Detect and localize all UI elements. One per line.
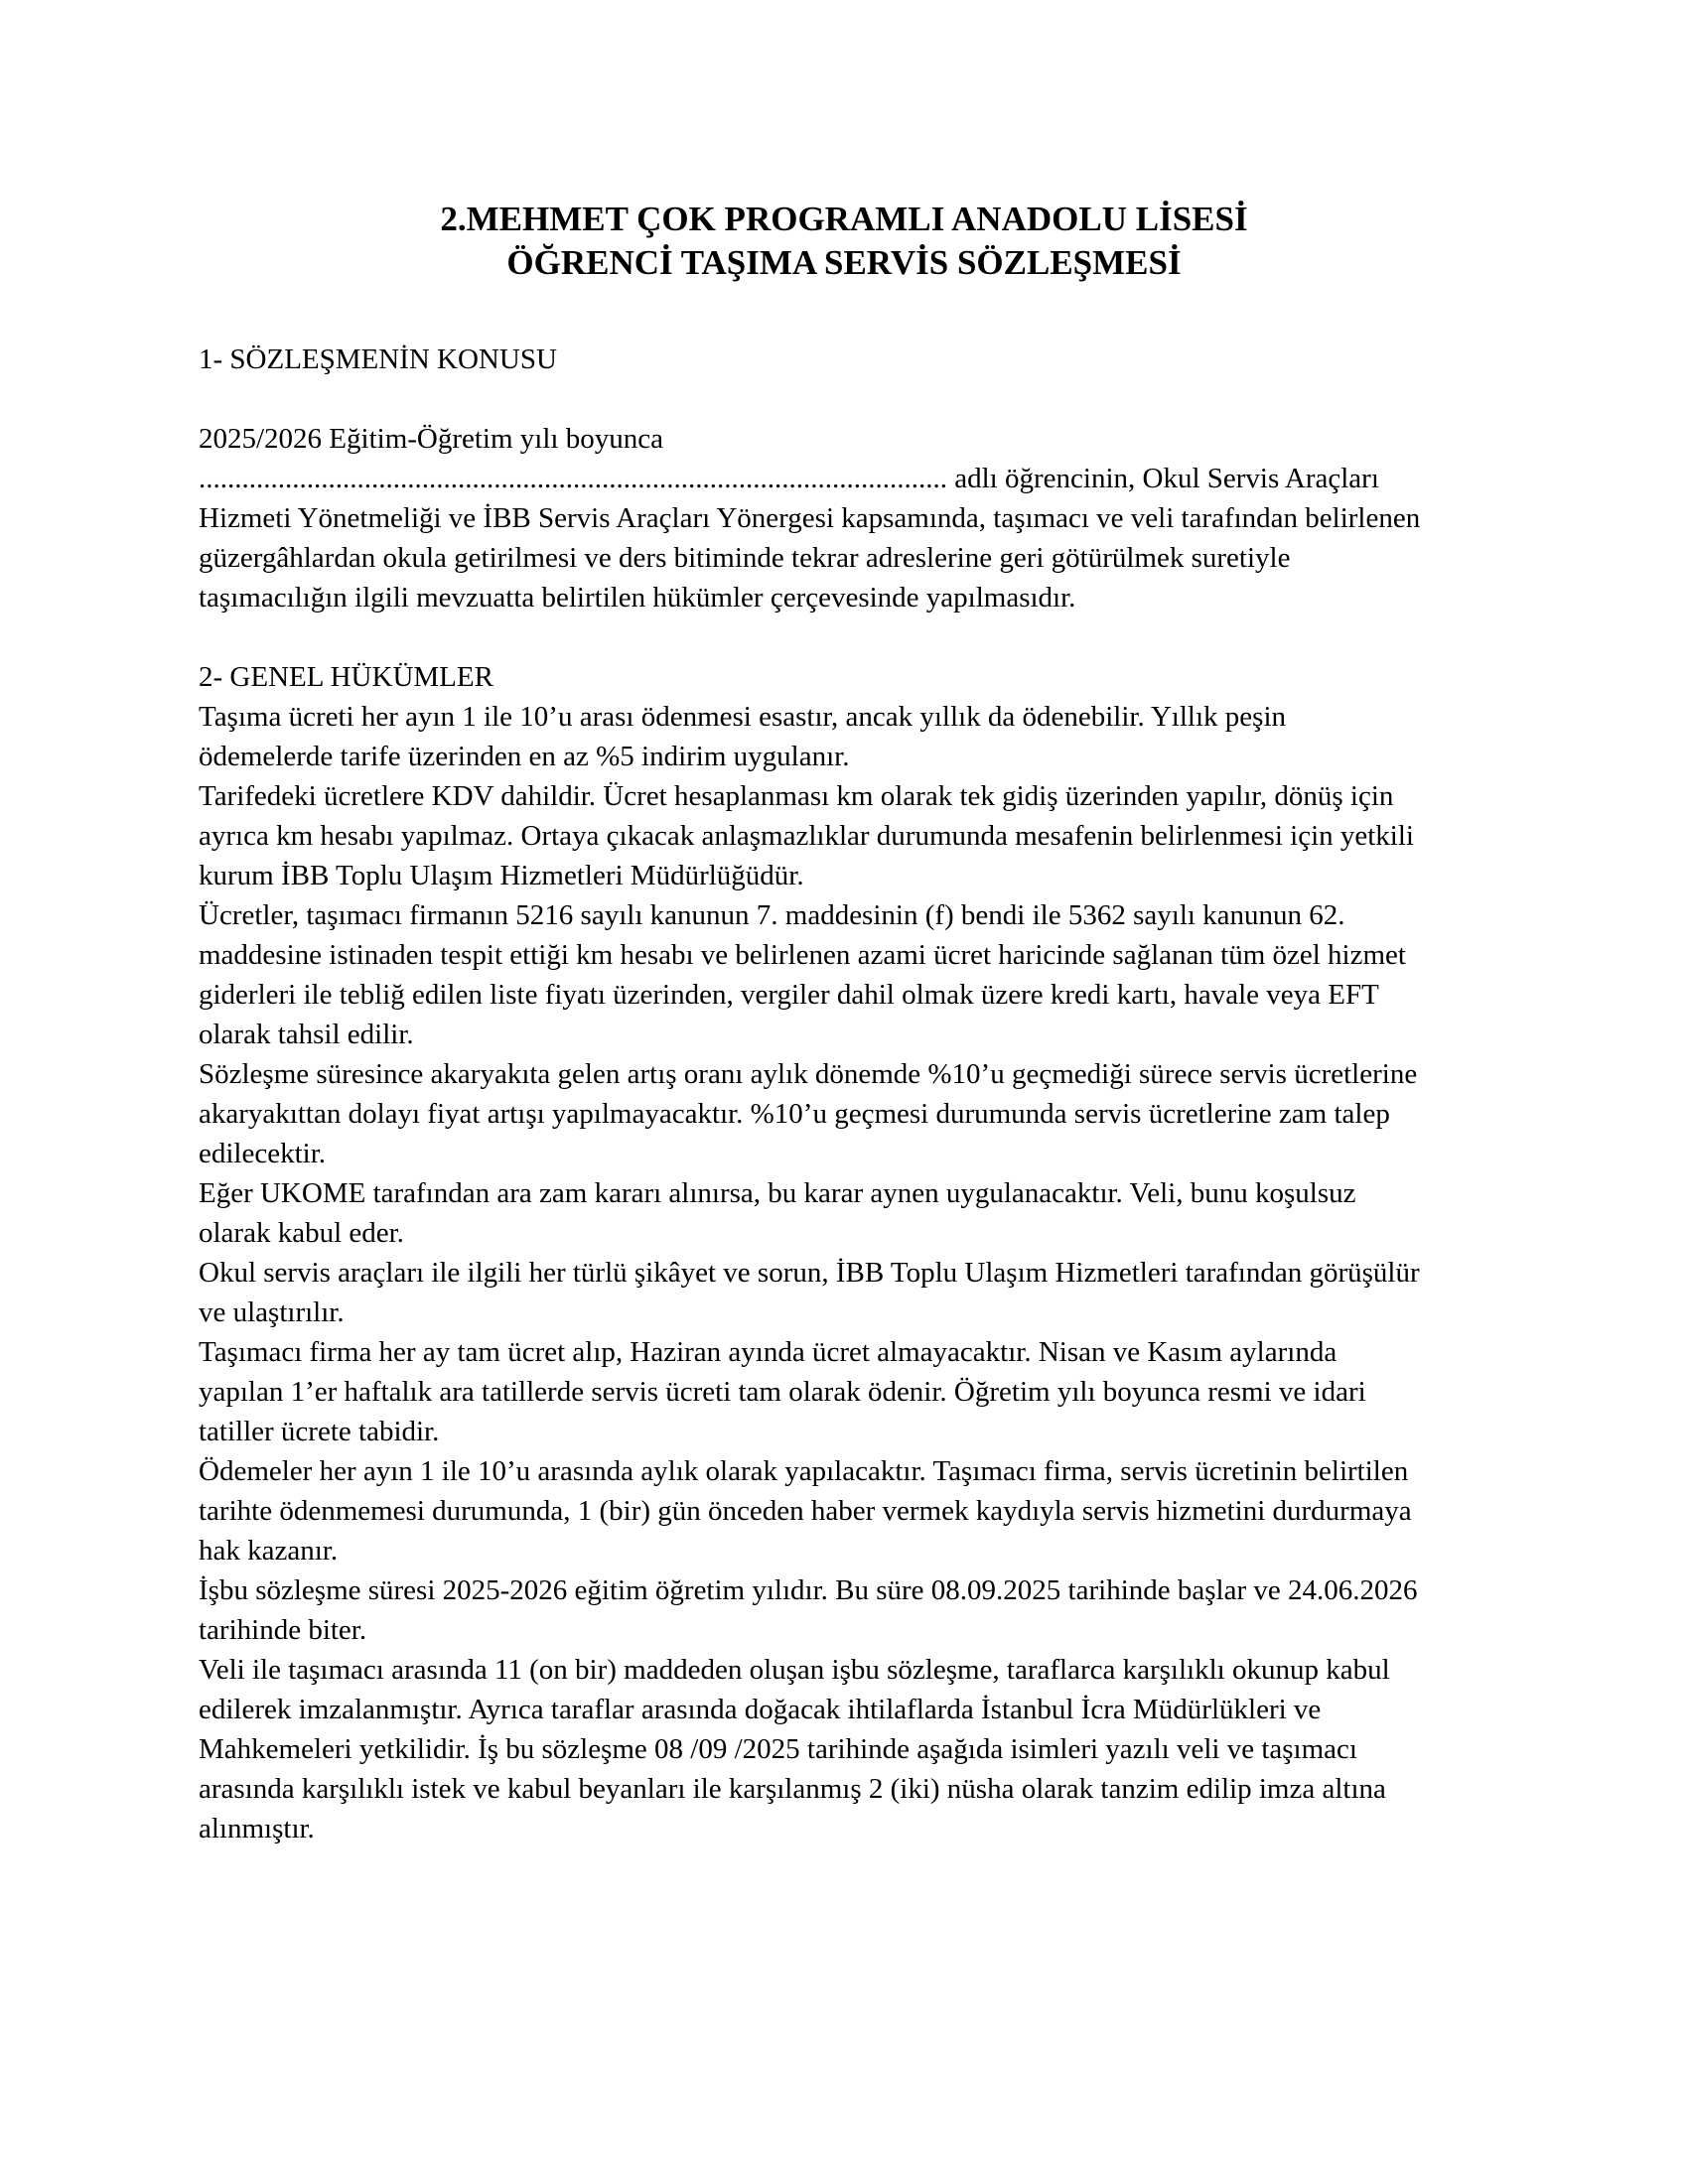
section-2-line: Taşıma ücreti her ayın 1 ile 10’u arası ödenmesi esastır, ancak yıllık da ödenebilir. Yıllık peşin xyxy=(199,701,1287,733)
section-2-line: akaryakıttan dolayı fiyat artışı yapılmayacaktır. %10’u geçmesi durumunda servis ücretlerine zam talep xyxy=(199,1098,1390,1130)
section-2-line: ayrıca km hesabı yapılmaz. Ortaya çıkacak anlaşmazlıklar durumunda mesafenin belirlenmesi için yetkili xyxy=(199,820,1414,852)
section-2-line: edilecektir. xyxy=(199,1138,327,1169)
section-2-line: kurum İBB Toplu Ulaşım Hizmetleri Müdürlüğüdür. xyxy=(199,860,804,891)
document-title-line-2: ÖĞRENCİ TAŞIMA SERVİS SÖZLEŞMESİ xyxy=(506,243,1182,282)
section-2-line: tarihinde biter. xyxy=(199,1614,367,1646)
document-title-line-1: 2.MEHMET ÇOK PROGRAMLI ANADOLU LİSESİ xyxy=(440,200,1248,238)
section-2-heading: 2- GENEL HÜKÜMLER xyxy=(199,661,493,693)
section-1-line: güzergâhlardan okula getirilmesi ve ders bitiminde tekrar adreslerine geri götürülmek suretiyle xyxy=(199,542,1291,574)
section-1-line: 2025/2026 Eğitim-Öğretim yılı boyunca xyxy=(199,423,663,455)
section-2-line: Taşımacı firma her ay tam ücret alıp, Haziran ayında ücret almayacaktır. Nisan ve Kasım aylarında xyxy=(199,1336,1337,1368)
section-2-line: Ücretler, taşımacı firmanın 5216 sayılı kanunun 7. maddesinin (f) bendi ile 5362 sayılı kanunun 62. xyxy=(199,899,1345,931)
section-2-line: Sözleşme süresince akaryakıta gelen artış oranı aylık dönemde %10’u geçmediği sürece servis ücretlerine xyxy=(199,1058,1418,1090)
section-2-line: ödemelerde tarife üzerinden en az %5 indirim uygulanır. xyxy=(199,741,850,772)
section-2-line: maddesine istinaden tespit ettiği km hesabı ve belirlenen azami ücret haricinde sağlanan tüm özel hizmet xyxy=(199,939,1406,971)
section-2-line: ve ulaştırılır. xyxy=(199,1297,345,1328)
section-1-line: Hizmeti Yönetmeliği ve İBB Servis Araçları Yönergesi kapsamında, taşımacı ve veli tarafından belirlenen xyxy=(199,502,1421,534)
section-1-heading: 1- SÖZLEŞMENİN KONUSU xyxy=(199,343,557,375)
section-2-line: tatiller ücrete tabidir. xyxy=(199,1416,440,1447)
section-1-line: ........................................................................................................ adlı öğrencinin, Okul Servis Araçları xyxy=(199,463,1379,494)
section-1-line: taşımacılığın ilgili mevzuatta belirtilen hükümler çerçevesinde yapılmasıdır. xyxy=(199,582,1076,614)
section-2-line: edilerek imzalanmıştır. Ayrıca taraflar arasında doğacak ihtilaflarda İstanbul İcra Müdürlükleri ve xyxy=(199,1694,1322,1725)
section-2-line: Veli ile taşımacı arasında 11 (on bir) maddeden oluşan işbu sözleşme, taraflarca karşılıklı okunup kabul xyxy=(199,1654,1390,1686)
section-2-line: Ödemeler her ayın 1 ile 10’u arasında aylık olarak yapılacaktır. Taşımacı firma, servis ücretinin belirtilen xyxy=(199,1455,1409,1487)
section-2-line: olarak kabul eder. xyxy=(199,1217,404,1249)
section-2-line: Tarifedeki ücretlere KDV dahildir. Ücret hesaplanması km olarak tek gidiş üzerinden yapılır, dönüş için xyxy=(199,780,1394,812)
section-2-line: arasında karşılıklı istek ve kabul beyanları ile karşılanmış 2 (iki) nüsha olarak tanzim edilip imza altına xyxy=(199,1773,1386,1805)
section-2-line: Okul servis araçları ile ilgili her türlü şikâyet ve sorun, İBB Toplu Ulaşım Hizmetleri tarafından görüşülür xyxy=(199,1257,1420,1289)
section-2-line: Eğer UKOME tarafından ara zam kararı alınırsa, bu karar aynen uygulanacaktır. Veli, bunu koşulsuz xyxy=(199,1177,1356,1209)
section-2-line: İşbu sözleşme süresi 2025-2026 eğitim öğretim yılıdır. Bu süre 08.09.2025 tarihinde başlar ve 24.06.2026 xyxy=(199,1574,1418,1606)
section-2-line: alınmıştır. xyxy=(199,1813,315,1844)
section-2-line: giderleri ile tebliğ edilen liste fiyatı üzerinden, vergiler dahil olmak üzere kredi kartı, havale veya EFT xyxy=(199,979,1379,1011)
section-2-line: yapılan 1’er haftalık ara tatillerde servis ücreti tam olarak ödenir. Öğretim yılı boyunca resmi ve idari xyxy=(199,1376,1366,1408)
section-2-line: olarak tahsil edilir. xyxy=(199,1019,414,1050)
section-2-line: tarihte ödenmemesi durumunda, 1 (bir) gün önceden haber vermek kaydıyla servis hizmetini durdurmaya xyxy=(199,1495,1412,1527)
section-2-line: Mahkemeleri yetkilidir. İş bu sözleşme 08 /09 /2025 tarihinde aşağıda isimleri yazılı veli ve taşımacı xyxy=(199,1733,1357,1765)
section-2-line: hak kazanır. xyxy=(199,1535,339,1567)
